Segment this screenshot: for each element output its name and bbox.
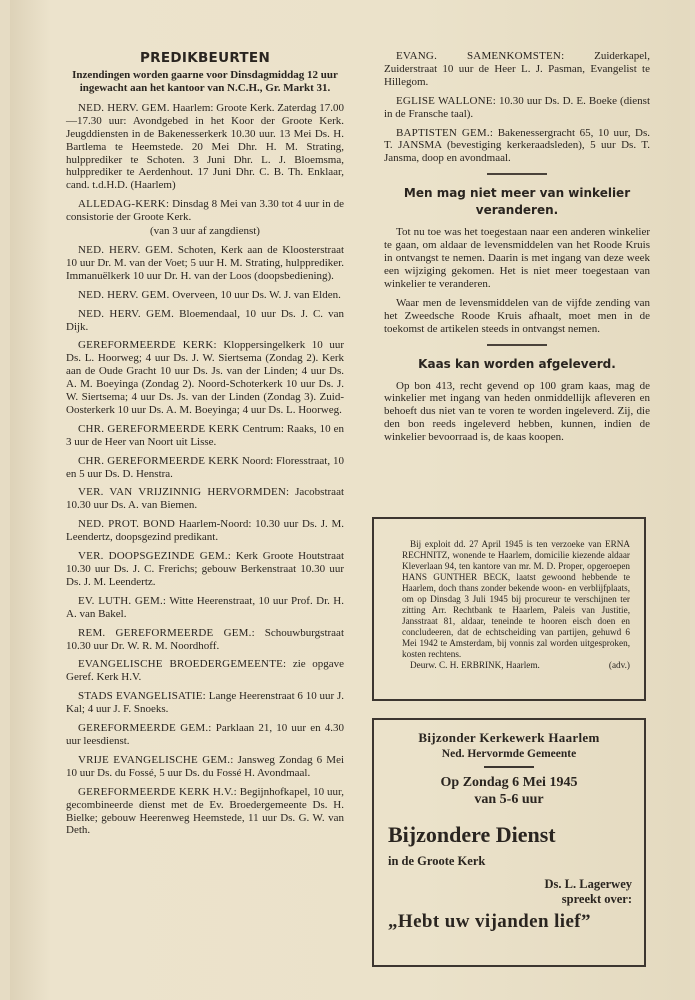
church-name: CHR. GEREFORMEERDE KERK [78, 454, 240, 467]
divider [487, 344, 547, 346]
article-paragraph: Op bon 413, recht gevend op 100 gram kaas, mag de winkelier met ingang van heden onmiddellijk afleveren en behoeft dus niet van te voren te worden ingeleverd. Zij, die den bon reeds ingeleverd hebben, kunnen, indien de winkelier bevoorraad is, de kaas koopen. [384, 379, 650, 444]
advert-date: Op Zondag 6 Mei 1945 [440, 775, 578, 790]
legal-notice [372, 517, 646, 701]
divider [484, 766, 534, 768]
service-details: Zuiderkapel, Zuiderstraat 10 uur de Heer L. J. Pasman, Evangelist te Hillegom. [384, 50, 650, 88]
church-name: GEREFORMEERDE GEM.: [78, 722, 212, 735]
service-details: Bakenessergracht 65, 10 uur, Ds. T. JANSMA (bevestiging kerkeraadsleden), 5 uur Ds. T. Jansma, doop en avondmaal. [384, 126, 651, 165]
church-name: EGLISE WALLONE: [396, 94, 496, 107]
advert-organisation: Bijzonder Kerkewerk Haarlem [418, 730, 600, 745]
church-name: CHR. GEREFORMEERDE KERK [78, 422, 240, 435]
church-name: NED. HERV. GEM. [78, 288, 170, 301]
service-entry [66, 486, 344, 512]
church-name: NED. HERV. GEM. [78, 101, 170, 114]
service-details: Lange Heerenstraat 6 10 uur J. Kal; 4 uur J. F. Snoeks. [66, 690, 345, 716]
service-entry [66, 722, 344, 748]
notice-signature: Deurw. C. H. ERBRINK, Haarlem. [410, 660, 540, 670]
church-advertisement [372, 718, 646, 967]
service-entry [66, 102, 344, 192]
service-entry [66, 198, 344, 224]
divider [487, 173, 547, 175]
service-entry [384, 95, 650, 121]
service-details: Begijnhofkapel, 10 uur, gecombineerde dienst met de Ev. Broedergemeente Ds. H. Bielke; gebouw Heerenweg Heemstede, 11 uur Ds. G. W. van Deth. [66, 785, 345, 837]
church-name: GEREFORMEERDE KERK H.V.: [78, 785, 237, 798]
left-column [66, 50, 344, 843]
service-details: Kerk Groote Houtstraat 10.30 uur Ds. J. C. Frerichs; gebouw Berkenstraat 10.30 uur Ds. J. M. Leendertz. [66, 550, 345, 588]
church-name: ALLEDAG-KERK: [78, 198, 170, 211]
church-name: GEREFORMEERDE KERK: [78, 339, 217, 352]
article-title: Men mag niet meer van winkelier veranderen. [403, 186, 631, 218]
church-service-list-continued [384, 50, 650, 165]
church-name: VER. DOOPSGEZINDE GEM.: [78, 550, 232, 563]
service-entry [66, 754, 344, 780]
advert-topic: „Hebt uw vijanden lief” [388, 911, 591, 932]
service-details: Witte Heerenstraat, 10 uur Prof. Dr. H. A. van Bakel. [66, 594, 344, 620]
service-entry [384, 127, 650, 166]
service-entry [66, 518, 344, 544]
service-details: 10.30 uur Ds. D. E. Boeke (dienst in de Fransche taal). [384, 94, 650, 120]
service-entry [66, 289, 344, 302]
service-entry [66, 244, 344, 283]
service-details: Haarlem: Groote Kerk. Zaterdag 17.00—17.30 uur: Avondgebed in het Koor der Groote Kerk. Jeugddiensten in de Bakenesserkerk 10.30 uur. 13 Mei Ds. H. Bartlema te Heemstede. 20 Mei Dhr. H. M. Strating, hulpprediker te Schoten. 3 Juni Dhr. L. J. Bloemsma, hulpprediker te Aerdenhout. 17 Juni Dhr. C. B. Th. Enklaar, cand. t.d.H.D. (Haarlem) [66, 101, 345, 192]
advert-place: in de Groote Kerk [388, 854, 486, 868]
service-details: Dinsdag 8 Mei van 3.30 tot 4 uur in de consistorie der Groote Kerk. [66, 198, 344, 224]
advert-congregation: Ned. Hervormde Gemeente [441, 748, 577, 760]
advert-headline: Bijzondere Dienst [388, 822, 556, 847]
service-entry [66, 627, 344, 653]
article-paragraph: Tot nu toe was het toegestaan naar een anderen winkelier te gaan, om aldaar de levensmiddelen van het Roode Kruis in ontvangst te nemen. Daarin is met ingang van deze week een wijziging gekomen. Het is niet meer toegestaan van winkelier te veranderen. [384, 226, 650, 290]
service-details: Kloppersingelkerk 10 uur Ds. L. Hoorweg; 4 uur Ds. J. W. Siertsema (Zondag 2). Kerk aan de Oude Gracht 10 uur Ds. Js. van der Linden; 4 uur Ds. A. M. Boeyinga (Zondag 2). Noord-Schoterkerk 10 uur Ds. J. W. Siertsema; 4 uur Ds. Js. van der Linden (Zondag 3). Zuid-Oosterkerk 10 uur Ds. A. M. Boeyinga; 4 uur Ds. L. Hoorweg. [66, 339, 345, 416]
article-paragraph: Waar men de levensmiddelen van de vijfde zending van het Zweedsche Roode Kruis afhaalt, moet men in de toekomst de artikelen steeds in ontvangst nemen. [384, 296, 650, 335]
service-details: Schoten, Kerk aan de Kloosterstraat 10 uur Dr. M. van der Voet; 5 uur H. M. Strating, hulpprediker. Immanuëlkerk 10 uur Dr. H. van der Loos (doopsbediening). [66, 243, 345, 282]
service-details: Jansweg Zondag 6 Mei 10 uur Ds. du Fossé, 5 uur Ds. du Fossé H. Avondmaal. [66, 753, 345, 779]
service-entry [66, 339, 344, 416]
church-name: EV. LUTH. GEM.: [78, 594, 167, 607]
church-name: VER. VAN VRIJZINNIG HERVORMDEN: [78, 486, 290, 499]
advert-time: van 5-6 uur [474, 792, 544, 807]
service-details: Haarlem-Noord: 10.30 uur Ds. J. M. Leendertz, doopsgezind predikant. [66, 518, 345, 544]
service-entry [66, 455, 344, 481]
service-details: Jacobstraat 10.30 uur Ds. A. van Biemen. [66, 486, 345, 512]
church-name: BAPTISTEN GEM.: [396, 126, 494, 139]
service-details: Centrum: Raaks, 10 en 3 uur de Heer van Noort uit Lisse. [66, 422, 344, 448]
advert-tag: (adv.) [608, 660, 630, 670]
church-service-list [66, 102, 344, 837]
service-entry [66, 690, 344, 716]
service-entry [66, 786, 344, 838]
notice-text: Bij exploit dd. 27 April 1945 is ten verzoeke van ERNA RECHNITZ, wonende te Haarlem, domicilie kiezende aldaar Kleverlaan 94, ten kantore van mr. M. D. Proper, opgeroepen HANS GUNTHER BECK, laatst gewoond hebbende te Haarlem, doch thans zonder bekende woon- en verblijfplaats, om op Dinsdag 3 Juli 1945 bij procureur te verschijnen ter zitting Arr. Rechtbank te Haarlem, Paleis van Justitie, Jansstraat 81, aldaar, teneinde te hooren eisch doen en concludeeren, dat de echtscheiding van partijen, gehuwd 6 Mei 1942 te Amsterdam, bij vonnis zal worden uitgesproken, kosten rechtens. [402, 539, 630, 659]
service-details: Parklaan 21, 10 uur en 4.30 uur leesdienst. [66, 722, 345, 747]
church-name: NED. HERV. GEM. [78, 243, 174, 256]
service-details: Bloemendaal, 10 uur Ds. J. C. van Dijk. [66, 307, 345, 333]
service-entry [66, 550, 344, 589]
service-note: (van 3 uur af zangdienst) [150, 225, 260, 238]
service-entry [66, 308, 344, 334]
church-name: VRIJE EVANGELISCHE GEM.: [78, 753, 234, 766]
service-details: zie opgave Geref. Kerk H.V. [66, 658, 344, 684]
church-name: NED. HERV. GEM. [78, 307, 175, 320]
service-entry [66, 658, 344, 684]
article-title: Kaas kan worden afgeleverd. [418, 356, 616, 371]
advert-speaker: Ds. L. Lagerwey [544, 877, 632, 891]
service-entry [384, 50, 650, 89]
service-entry [66, 595, 344, 621]
right-column [384, 50, 650, 450]
service-entry [66, 423, 344, 449]
church-name: STADS EVANGELISATIE: [78, 690, 206, 703]
advert-speaks: spreekt over: [561, 892, 632, 906]
church-name: REM. GEREFORMEERDE GEM.: [78, 626, 255, 639]
church-name: EVANG. SAMENKOMSTEN: [396, 50, 565, 62]
service-details: Overveen, 10 uur Ds. W. J. van Elden. [172, 288, 341, 301]
section-title: PREDIKBEURTEN [139, 50, 271, 66]
church-name: NED. PROT. BOND [78, 518, 176, 531]
section-subtitle: Inzendingen worden gaarne voor Dinsdagmiddag 12 uur ingewacht aan het kantoor van N.C.H., Gr. Markt 31. [72, 68, 338, 94]
service-details: Noord: Floresstraat, 10 en 5 uur Ds. D. Henstra. [66, 454, 345, 480]
church-name: EVANGELISCHE BROEDERGEMEENTE: [78, 658, 287, 671]
service-details: Schouwburgstraat 10.30 uur Dr. W. R. M. Noordhoff. [66, 626, 344, 652]
